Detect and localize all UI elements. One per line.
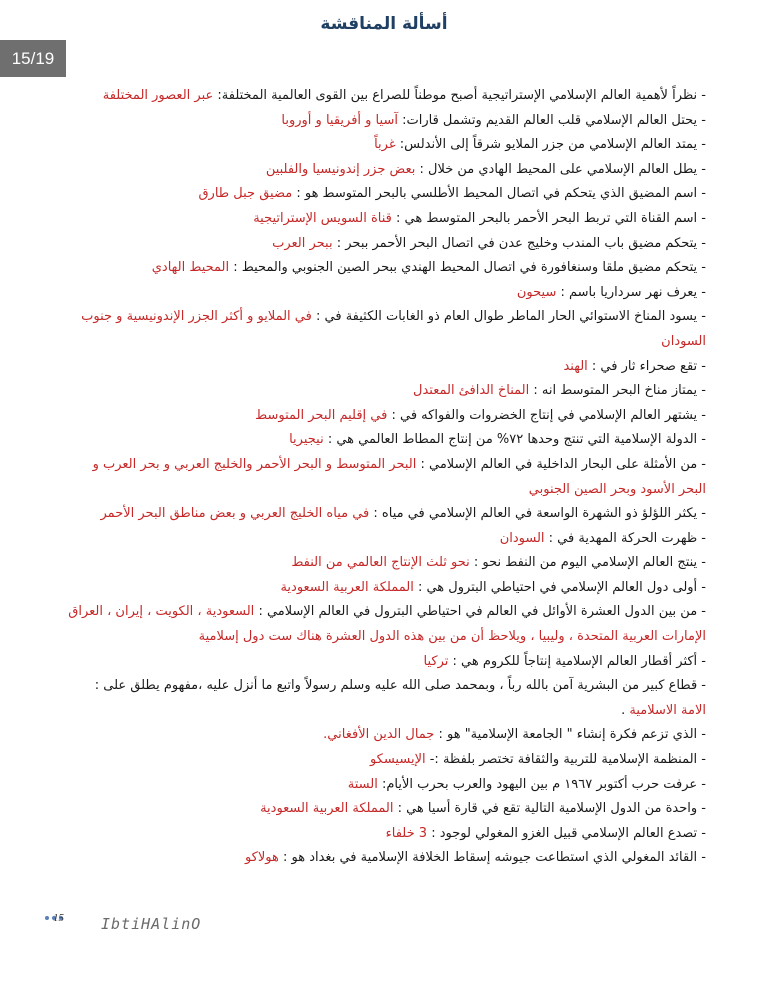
answer-text: الهند	[563, 358, 592, 374]
answer-text: عبر العصور المختلفة	[102, 88, 218, 103]
answer-text: المملكة العربية السعودية	[280, 579, 418, 595]
question-item	[16, 305, 706, 330]
answer-text: مضيق جبل طارق	[198, 186, 297, 202]
question-text: - يتحكم مضيق ملقا وسنغافورة في اتصال المحيط الهندي ببحر الصين الجنوبي والمحيط :	[233, 260, 706, 276]
answer-text: نحو ثلث الإنتاج العالمي من النفط	[291, 555, 474, 571]
answer-text: غرباً	[374, 137, 400, 153]
answer-text: المناخ الدافئ المعتدل	[413, 383, 534, 399]
question-text: - يطل العالم الإسلامي على المحيط الهادي من خلال :	[419, 161, 706, 177]
question-item	[16, 355, 706, 380]
answer-text: في مياه الخليج العربي و بعض مناطق البحر الأحمر	[100, 506, 374, 522]
question-text: - تقع صحراء ثار في :	[591, 358, 706, 374]
footer-author: IbtiHAlinO	[101, 915, 202, 933]
question-text: - قطاع كبير من البشرية آمن بالله رباً ، وبمحمد صلى الله عليه وسلم رسولاً واتبع ما أنزل عليه ،مفهوم يطلق على :	[94, 678, 706, 694]
answer-text: الإمارات العربية المتحدة ، وليبيا ، ويلاحظ أن من بين هذه الدول العشرة هناك ست دول إسلامية	[198, 629, 706, 645]
question-item	[16, 256, 706, 281]
answer-text: السودان	[661, 333, 706, 349]
question-text: - من بين الدول العشرة الأوائل في العالم في احتياطي البترول في العالم الإسلامي :	[258, 604, 706, 620]
question-item	[16, 551, 706, 576]
answer-text: الإيسيسكو	[369, 752, 430, 768]
answer-text: جمال الدين الأفغاني.	[323, 727, 439, 743]
question-item	[16, 207, 706, 232]
page-counter-badge: 15/19	[0, 40, 66, 77]
question-text: - يعرف نهر سرداريا باسم :	[560, 284, 706, 300]
question-text: - يحتل العالم الإسلامي قلب العالم القديم وتشمل قارات:	[402, 112, 706, 128]
answer-continuation	[16, 330, 706, 355]
question-text: - يمتاز مناخ البحر المتوسط انه :	[533, 383, 706, 399]
question-item	[16, 84, 706, 109]
question-text: - عرفت حرب أكتوبر ١٩٦٧ م بين اليهود والعرب بحرب الأيام:	[381, 776, 706, 792]
answer-text: البحر المتوسط و البحر الأحمر والخليج العربي و بحر العرب و	[92, 456, 421, 472]
question-text: - اسم المضيق الذي يتحكم في اتصال المحيط الأطلسي بالبحر المتوسط هو :	[296, 186, 706, 202]
answer-text: البحر الأسود وبحر الصين الجنوبي	[528, 481, 706, 497]
question-item	[16, 797, 706, 822]
question-text: - يكثر اللؤلؤ ذو الشهرة الواسعة في العالم الإسلامي في مياه :	[373, 506, 706, 522]
answer-text: الامة الاسلامية	[629, 702, 706, 718]
question-item	[16, 600, 706, 625]
answer-text: الستة	[347, 776, 382, 792]
answer-continuation	[16, 478, 706, 503]
question-text: - الذي تزعم فكرة إنشاء " الجامعة الإسلامية" هو :	[438, 727, 706, 743]
question-text: - ظهرت الحركة المهدية في :	[548, 530, 706, 546]
question-text: - واحدة من الدول الإسلامية التالية تقع في قارة أسيا هي :	[397, 801, 706, 817]
question-item	[16, 674, 706, 699]
answer-text: تركيا	[423, 653, 453, 669]
answer-text: في الملايو و أكثر الجزر الإندونيسية و جنوب	[81, 309, 316, 325]
question-item	[16, 748, 706, 773]
question-text: - نظراً لأهمية العالم الإسلامي الإستراتيجية أصبح موطناً للصراع بين القوى العالمية المختلفة:	[217, 88, 706, 103]
answer-text: سيحون	[516, 284, 561, 300]
question-text: - أكثر أقطار العالم الإسلامية إنتاجاً للكروم هي :	[452, 653, 706, 669]
question-text: - المنظمة الإسلامية للتربية والثقافة تختصر بلفظة :-	[429, 752, 706, 768]
question-text: - تصدع العالم الإسلامي قبيل الغزو المغولي لوجود :	[431, 825, 706, 841]
questions-list	[16, 84, 706, 871]
question-item	[16, 650, 706, 675]
answer-continuation	[16, 625, 706, 650]
question-item	[16, 158, 706, 183]
question-item	[16, 453, 706, 478]
footer-page-number: 15	[53, 912, 64, 924]
question-item	[16, 133, 706, 158]
question-text: - من الأمثلة على البحار الداخلية في العالم الإسلامي :	[420, 456, 706, 472]
question-text: - اسم القناة التي تربط البحر الأحمر بالبحر المتوسط هي :	[396, 210, 706, 226]
question-text: - يتحكم مضيق باب المندب وخليج عدن في اتصال البحر الأحمر ببحر :	[336, 235, 706, 251]
question-item	[16, 232, 706, 257]
question-item	[16, 527, 706, 552]
question-item	[16, 846, 706, 871]
answer-text: السعودية ، الكويت ، إيران ، العراق	[68, 604, 259, 620]
answer-text: ببحر العرب	[272, 235, 337, 251]
punctuation: .	[621, 702, 630, 718]
answer-continuation	[16, 699, 706, 724]
question-item	[16, 822, 706, 847]
answer-text: آسيا و أفريقيا و أوروبا	[281, 112, 403, 128]
question-item	[16, 109, 706, 134]
answer-text: بعض جزر إندونيسيا والفلبين	[265, 161, 420, 177]
question-text: - الدولة الإسلامية التي تنتج وحدها ٧٢% من إنتاج المطاط العالمي هي :	[327, 432, 706, 448]
question-text: - يمتد العالم الإسلامي من جزر الملايو شرقاً إلى الأندلس:	[399, 137, 706, 153]
answer-text: المملكة العربية السعودية	[260, 801, 398, 817]
question-text: - يشتهر العالم الإسلامي في إنتاج الخضروات والفواكه في :	[391, 407, 706, 423]
question-text: - يسود المناخ الاستوائي الحار الماطر طوال العام ذو الغابات الكثيفة في :	[316, 309, 706, 325]
answer-text: نيجيريا	[289, 432, 328, 448]
answer-text: 3 خلفاء	[385, 825, 432, 841]
answer-text: قناة السويس الإستراتيجية	[253, 210, 397, 226]
question-item	[16, 428, 706, 453]
question-text: - ينتج العالم الإسلامي اليوم من النفط نحو :	[473, 555, 706, 571]
question-text: - أولى دول العالم الإسلامي في احتياطي البترول هي :	[417, 579, 706, 595]
question-item	[16, 723, 706, 748]
question-item	[16, 379, 706, 404]
question-item	[16, 773, 706, 798]
question-text: - القائد المغولي الذي استطاعت جيوشه إسقاط الخلافة الإسلامية في بغداد هو :	[282, 850, 706, 866]
answer-text: السودان	[499, 530, 549, 546]
question-item	[16, 182, 706, 207]
question-item	[16, 404, 706, 429]
question-item	[16, 502, 706, 527]
question-item	[16, 576, 706, 601]
question-item	[16, 281, 706, 306]
answer-text: في إقليم البحر المتوسط	[255, 407, 392, 423]
page-title: أسألة المناقشة	[320, 14, 448, 34]
answer-text: هولاكو	[244, 850, 283, 866]
answer-text: المحيط الهادي	[151, 260, 234, 276]
